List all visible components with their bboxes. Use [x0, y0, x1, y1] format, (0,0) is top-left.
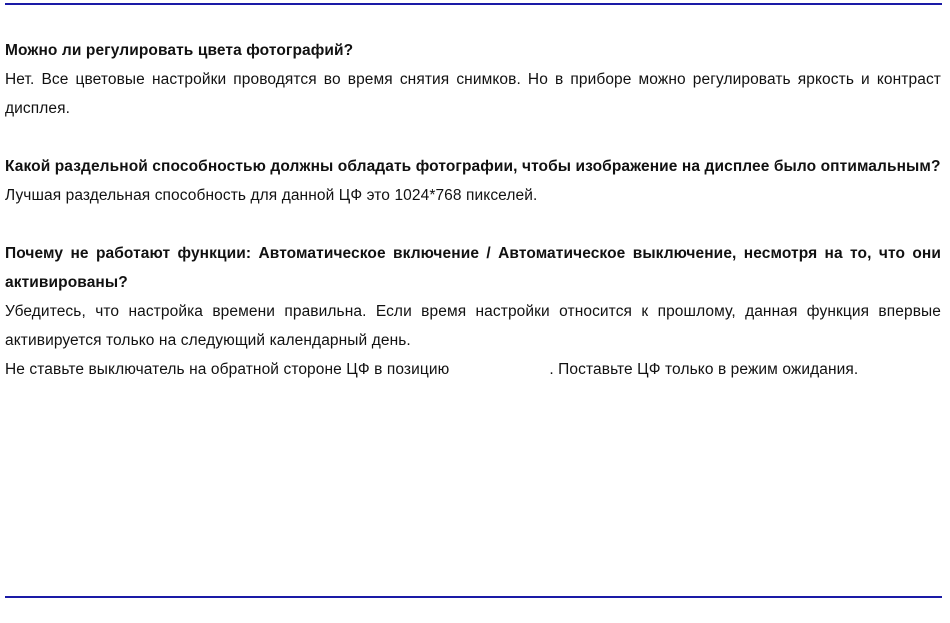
faq-answer-3: Убедитесь, что настройка времени правильна. Если время настройки относится к прошлому, данная функция впервые активируется только на следующий календарный день.: [5, 303, 941, 349]
faq-section: [5, 36, 941, 413]
faq-question-3: Почему не работают функции: Автоматическое включение / Автоматическое выключение, несмотря на то, что они активированы?: [5, 245, 941, 291]
faq-answer-2: Лучшая раздельная способность для данной ЦФ это 1024*768 пикселей.: [5, 187, 538, 204]
switch-position-text-before: Не ставьте выключатель на обратной стороне ЦФ в позицию: [5, 361, 450, 378]
bottom-divider: [5, 596, 942, 598]
faq-answer-1: Нет. Все цветовые настройки проводятся во время снятия снимков. Но в приборе можно регулировать яркость и контраст дисплея.: [5, 71, 941, 117]
faq-item-1: [5, 36, 941, 123]
faq-item-3: [5, 239, 941, 384]
faq-question-1: Можно ли регулировать цвета фотографий?: [5, 42, 354, 59]
top-divider: [5, 3, 942, 5]
switch-position-text-after: . Поставьте ЦФ только в режим ожидания.: [549, 361, 859, 378]
faq-item-2: [5, 152, 941, 210]
faq-answer-3-extra: [5, 355, 941, 384]
faq-question-2: Какой раздельной способностью должны обладать фотографии, чтобы изображение на дисплее было оптимальным?: [5, 158, 941, 175]
